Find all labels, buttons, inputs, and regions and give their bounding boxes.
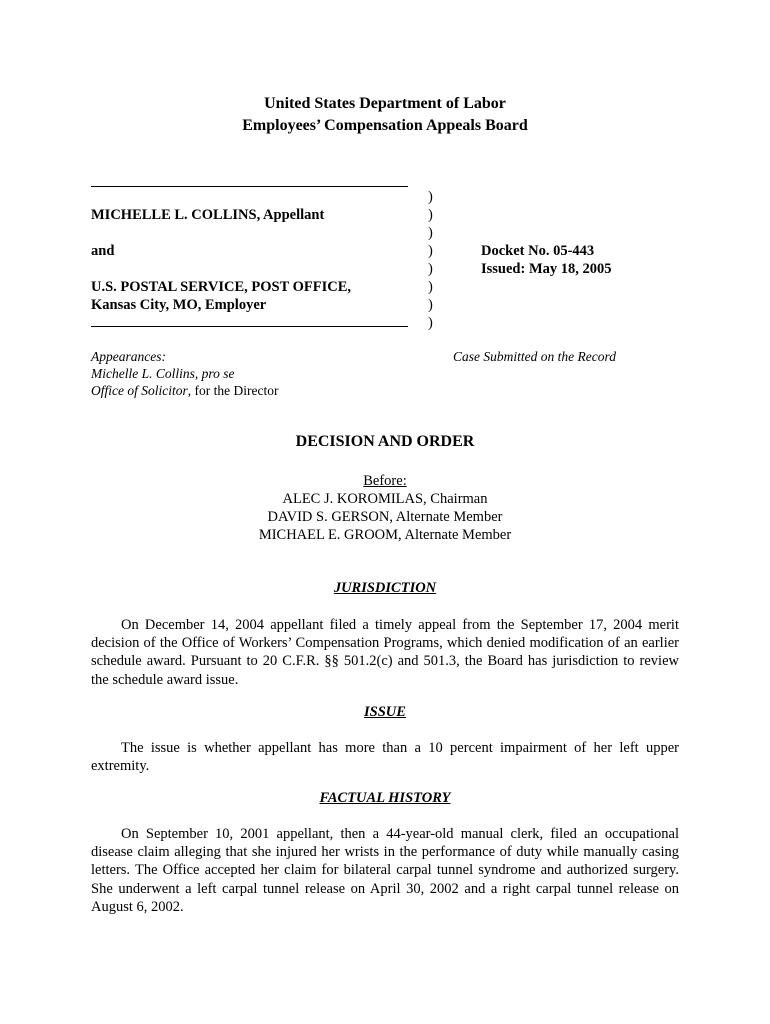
employer-line-2: Kansas City, MO, Employer <box>91 297 267 313</box>
issued-date: Issued: May 18, 2005 <box>481 261 612 277</box>
board-member: ALEC J. KOROMILAS, Chairman <box>282 491 488 507</box>
paren: ) <box>428 243 433 259</box>
solicitor-office: Office of Solicitor <box>91 383 188 398</box>
before-label: Before: <box>363 473 407 489</box>
employer-line-1: U.S. POSTAL SERVICE, POST OFFICE, <box>91 279 352 295</box>
appearances-label: Appearances: <box>91 349 166 364</box>
jurisdiction-heading: JURISDICTION <box>333 580 437 596</box>
board-member: DAVID S. GERSON, Alternate Member <box>267 509 503 525</box>
issue-paragraph: The issue is whether appellant has more than a 10 percent impairment of her left upper extremity. <box>91 740 679 775</box>
appellant-name: MICHELLE L. COLLINS, Appellant <box>91 207 325 223</box>
factual-history-paragraph: On September 10, 2001 appellant, then a 44-year-old manual clerk, filed an occupational disease claim alleging that she injured her wrists in the performance of duty while manually casing letters. The Office accepted her claim for bilateral carpal tunnel syndrome and authorized surgery. She underwent a left carpal tunnel release on April 30, 2002 and a right carpal tunnel release on August 6, 2002. <box>91 826 679 915</box>
case-submitted-note: Case Submitted on the Record <box>453 349 616 364</box>
board-member: MICHAEL E. GROOM, Alternate Member <box>258 527 512 543</box>
caption-bottom-rule <box>91 326 408 327</box>
docket-number: Docket No. 05-443 <box>481 243 595 259</box>
paren: ) <box>428 279 433 295</box>
agency-title: United States Department of Labor <box>264 95 506 112</box>
caption-top-rule <box>91 186 408 187</box>
director-representative <box>91 383 278 399</box>
paren: ) <box>428 315 433 331</box>
paren: ) <box>428 261 433 277</box>
factual-history-heading: FACTUAL HISTORY <box>319 790 451 806</box>
paren: ) <box>428 225 433 241</box>
appellant-representative: Michelle L. Collins, pro se <box>91 366 235 381</box>
paren: ) <box>428 189 433 205</box>
paren: ) <box>428 207 433 223</box>
board-title: Employees’ Compensation Appeals Board <box>242 117 528 134</box>
decision-title: DECISION AND ORDER <box>295 433 475 450</box>
issue-heading: ISSUE <box>364 704 406 720</box>
caption-and: and <box>91 243 115 259</box>
caption-parentheses <box>428 188 433 332</box>
paren: ) <box>428 297 433 313</box>
jurisdiction-paragraph: On December 14, 2004 appellant filed a timely appeal from the September 17, 2004 merit decision of the Office of Workers’ Compensation Programs, which denied modification of an earlier schedule award. Pursuant to 20 C.F.R. §§ 501.2(c) and 501.3, the Board has jurisdiction to review the schedule award issue. <box>91 617 679 688</box>
director-representative-role: , for the Director <box>187 383 279 398</box>
